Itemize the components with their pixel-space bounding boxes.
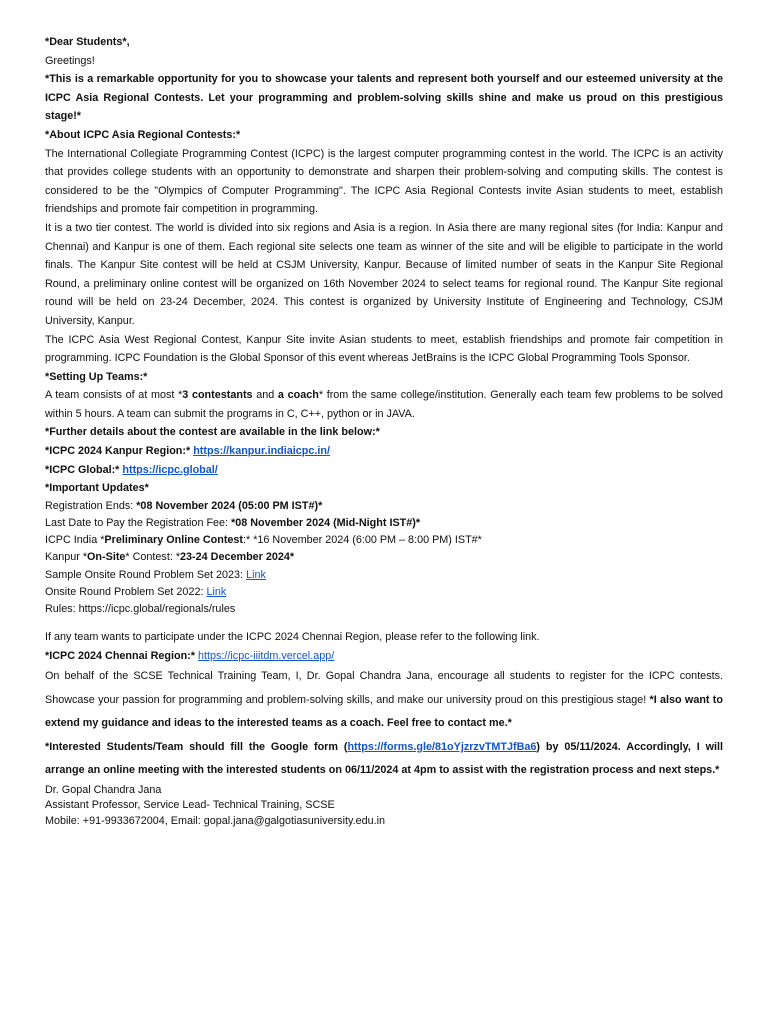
update-date: 23-24 December 2024* (180, 551, 295, 564)
chennai-region-label: *ICPC 2024 Chennai Region:* (45, 649, 195, 662)
chennai-region-link[interactable]: https://icpc-iiitdm.vercel.app/ (198, 649, 335, 662)
update-label: Sample Onsite Round Problem Set 2023: (45, 568, 247, 581)
about-paragraph-3: The ICPC Asia West Regional Contest, Kanpur Site invite Asian students to meet, establish friendships and promote fair competition in programming. ICPC Foundation is the Global Sponsor of this event whereas JetBrains is the ICPC Global Programming Tools Sponsor. (45, 333, 723, 365)
update-label: ICPC India * (45, 534, 105, 547)
chennai-region-line (45, 647, 723, 666)
update-label: Registration Ends: (45, 499, 137, 512)
google-form-link[interactable]: https://forms.gle/81oYjzrzvTMTJfBa6 (347, 740, 537, 753)
update-preliminary (45, 532, 723, 549)
signature (45, 783, 723, 830)
greeting: Greetings! (45, 54, 95, 67)
sample-2023-link[interactable]: Link (246, 568, 266, 581)
behalf-text: On behalf of the SCSE Technical Training Team, I, Dr. Gopal Chandra Jana, encourage all students to register for the ICPC contests. Showcase your passion for programming and problem-solving skills, and make our university proud on this prestigious stage! (45, 670, 723, 706)
update-label: Last Date to Pay the Registration Fee: (45, 517, 232, 530)
global-label: *ICPC Global:* (45, 463, 120, 476)
set-2022-link[interactable]: Link (206, 585, 227, 598)
form-post: ) by 05/11/2024. Accordingly, I will arrange an online meeting with the interested students on 06/11/2024 at 4pm to assist with the registration process and next steps.* (45, 740, 723, 777)
teams-coach: a coach (277, 389, 319, 402)
about-heading: *About ICPC Asia Regional Contests:* (45, 128, 241, 141)
update-registration-ends (45, 498, 723, 515)
kanpur-region-label: *ICPC 2024 Kanpur Region:* (45, 445, 191, 458)
teams-text-2: and (252, 389, 278, 402)
update-set-2022 (45, 584, 723, 601)
kanpur-region-line (45, 442, 723, 461)
update-fee-deadline (45, 515, 723, 532)
teams-text-3: * from the same college/institution. Generally each team few problems to be solved within 5 hours. A team can submit the programs in C, C++, python or in JAVA. (45, 389, 723, 420)
about-paragraph-1: The International Collegiate Programming Contest (ICPC) is the largest computer programming contest in the world. The ICPC is an activity that provides college students with an opportunity to demonstrate and sharpen their problem-solving and computing skills. The contest is considered to be the "Olympics of Computer Programming". The ICPC Asia Regional Contests invite Asian students to meet, establish friendships and promote fair competition in programming. (45, 147, 723, 216)
kanpur-region-link[interactable]: https://kanpur.indiaicpc.in/ (193, 445, 330, 458)
update-label: Onsite Round Problem Set 2022: (45, 585, 207, 598)
updates-heading: *Important Updates* (45, 482, 149, 495)
teams-contestants: 3 contestants (182, 389, 253, 402)
intro-paragraph: *This is a remarkable opportunity for you to showcase your talents and represent both yourself and our esteemed university at the ICPC Asia Regional Contests. Let your programming and problem-solving skills shine and make us proud on this prestigious stage!* (45, 73, 723, 123)
update-value: Preliminary Online Contest (104, 534, 244, 547)
update-onsite (45, 549, 723, 566)
email-body (45, 33, 723, 829)
update-value: *08 November 2024 (05:00 PM IST#)* (136, 499, 323, 512)
teams-paragraph (45, 386, 723, 423)
behalf-coach-offer: *I also want to extend my guidance and ideas to the interested teams as a coach. Feel free to contact me.* (45, 693, 724, 730)
global-line (45, 461, 723, 480)
about-paragraph-2: It is a two tier contest. The world is divided into six regions and Asia is a region. In Asia there are many regional sites (for India: Kanpur and Chennai) and Kanpur is one of them. Each regional site selects one team as winner of the site and will be eligible to participate in the world finals. The Kanpur Site contest will be held at CSJM University, Kanpur. Because of limited number of seats in the Kanpur Site Regional Round, a preliminary online contest will be organized on 16th November 2024 to select teams for regional round. The Kanpur Site regional round will be held on 23-24 December, 2024. This contest is organized by University Institute of Engineering and Technology, CSJM University, Kanpur. (45, 221, 723, 327)
signature-title: Assistant Professor, Service Lead- Technical Training, SCSE (45, 799, 335, 812)
updates-list (45, 498, 723, 618)
update-value: On-Site (87, 551, 126, 564)
form-pre: *Interested Students/Team should fill the Google form ( (45, 740, 348, 753)
teams-text-1: A team consists of at most * (45, 389, 183, 402)
signature-contact: Mobile: +91-9933672004, Email: gopal.jana@galgotiasuniversity.edu.in (45, 814, 385, 827)
update-label: Kanpur * (45, 551, 88, 564)
salutation: *Dear Students*, (45, 36, 130, 48)
further-details-heading: *Further details about the contest are available in the link below:* (45, 426, 380, 439)
teams-heading: *Setting Up Teams:* (45, 370, 148, 383)
behalf-paragraph (45, 665, 723, 736)
update-rules: Rules: https://icpc.global/regionals/rules (45, 603, 236, 616)
form-paragraph (45, 736, 723, 783)
chennai-intro: If any team wants to participate under the ICPC 2024 Chennai Region, please refer to the following link. (45, 631, 540, 644)
update-sample-2023 (45, 567, 723, 584)
update-detail: * Contest: * (125, 551, 181, 564)
update-detail: :* *16 November 2024 (6:00 PM – 8:00 PM) IST#* (243, 534, 482, 547)
signature-name: Dr. Gopal Chandra Jana (45, 783, 162, 796)
global-link[interactable]: https://icpc.global/ (122, 463, 218, 476)
update-value: *08 November 2024 (Mid-Night IST#)* (231, 517, 421, 530)
